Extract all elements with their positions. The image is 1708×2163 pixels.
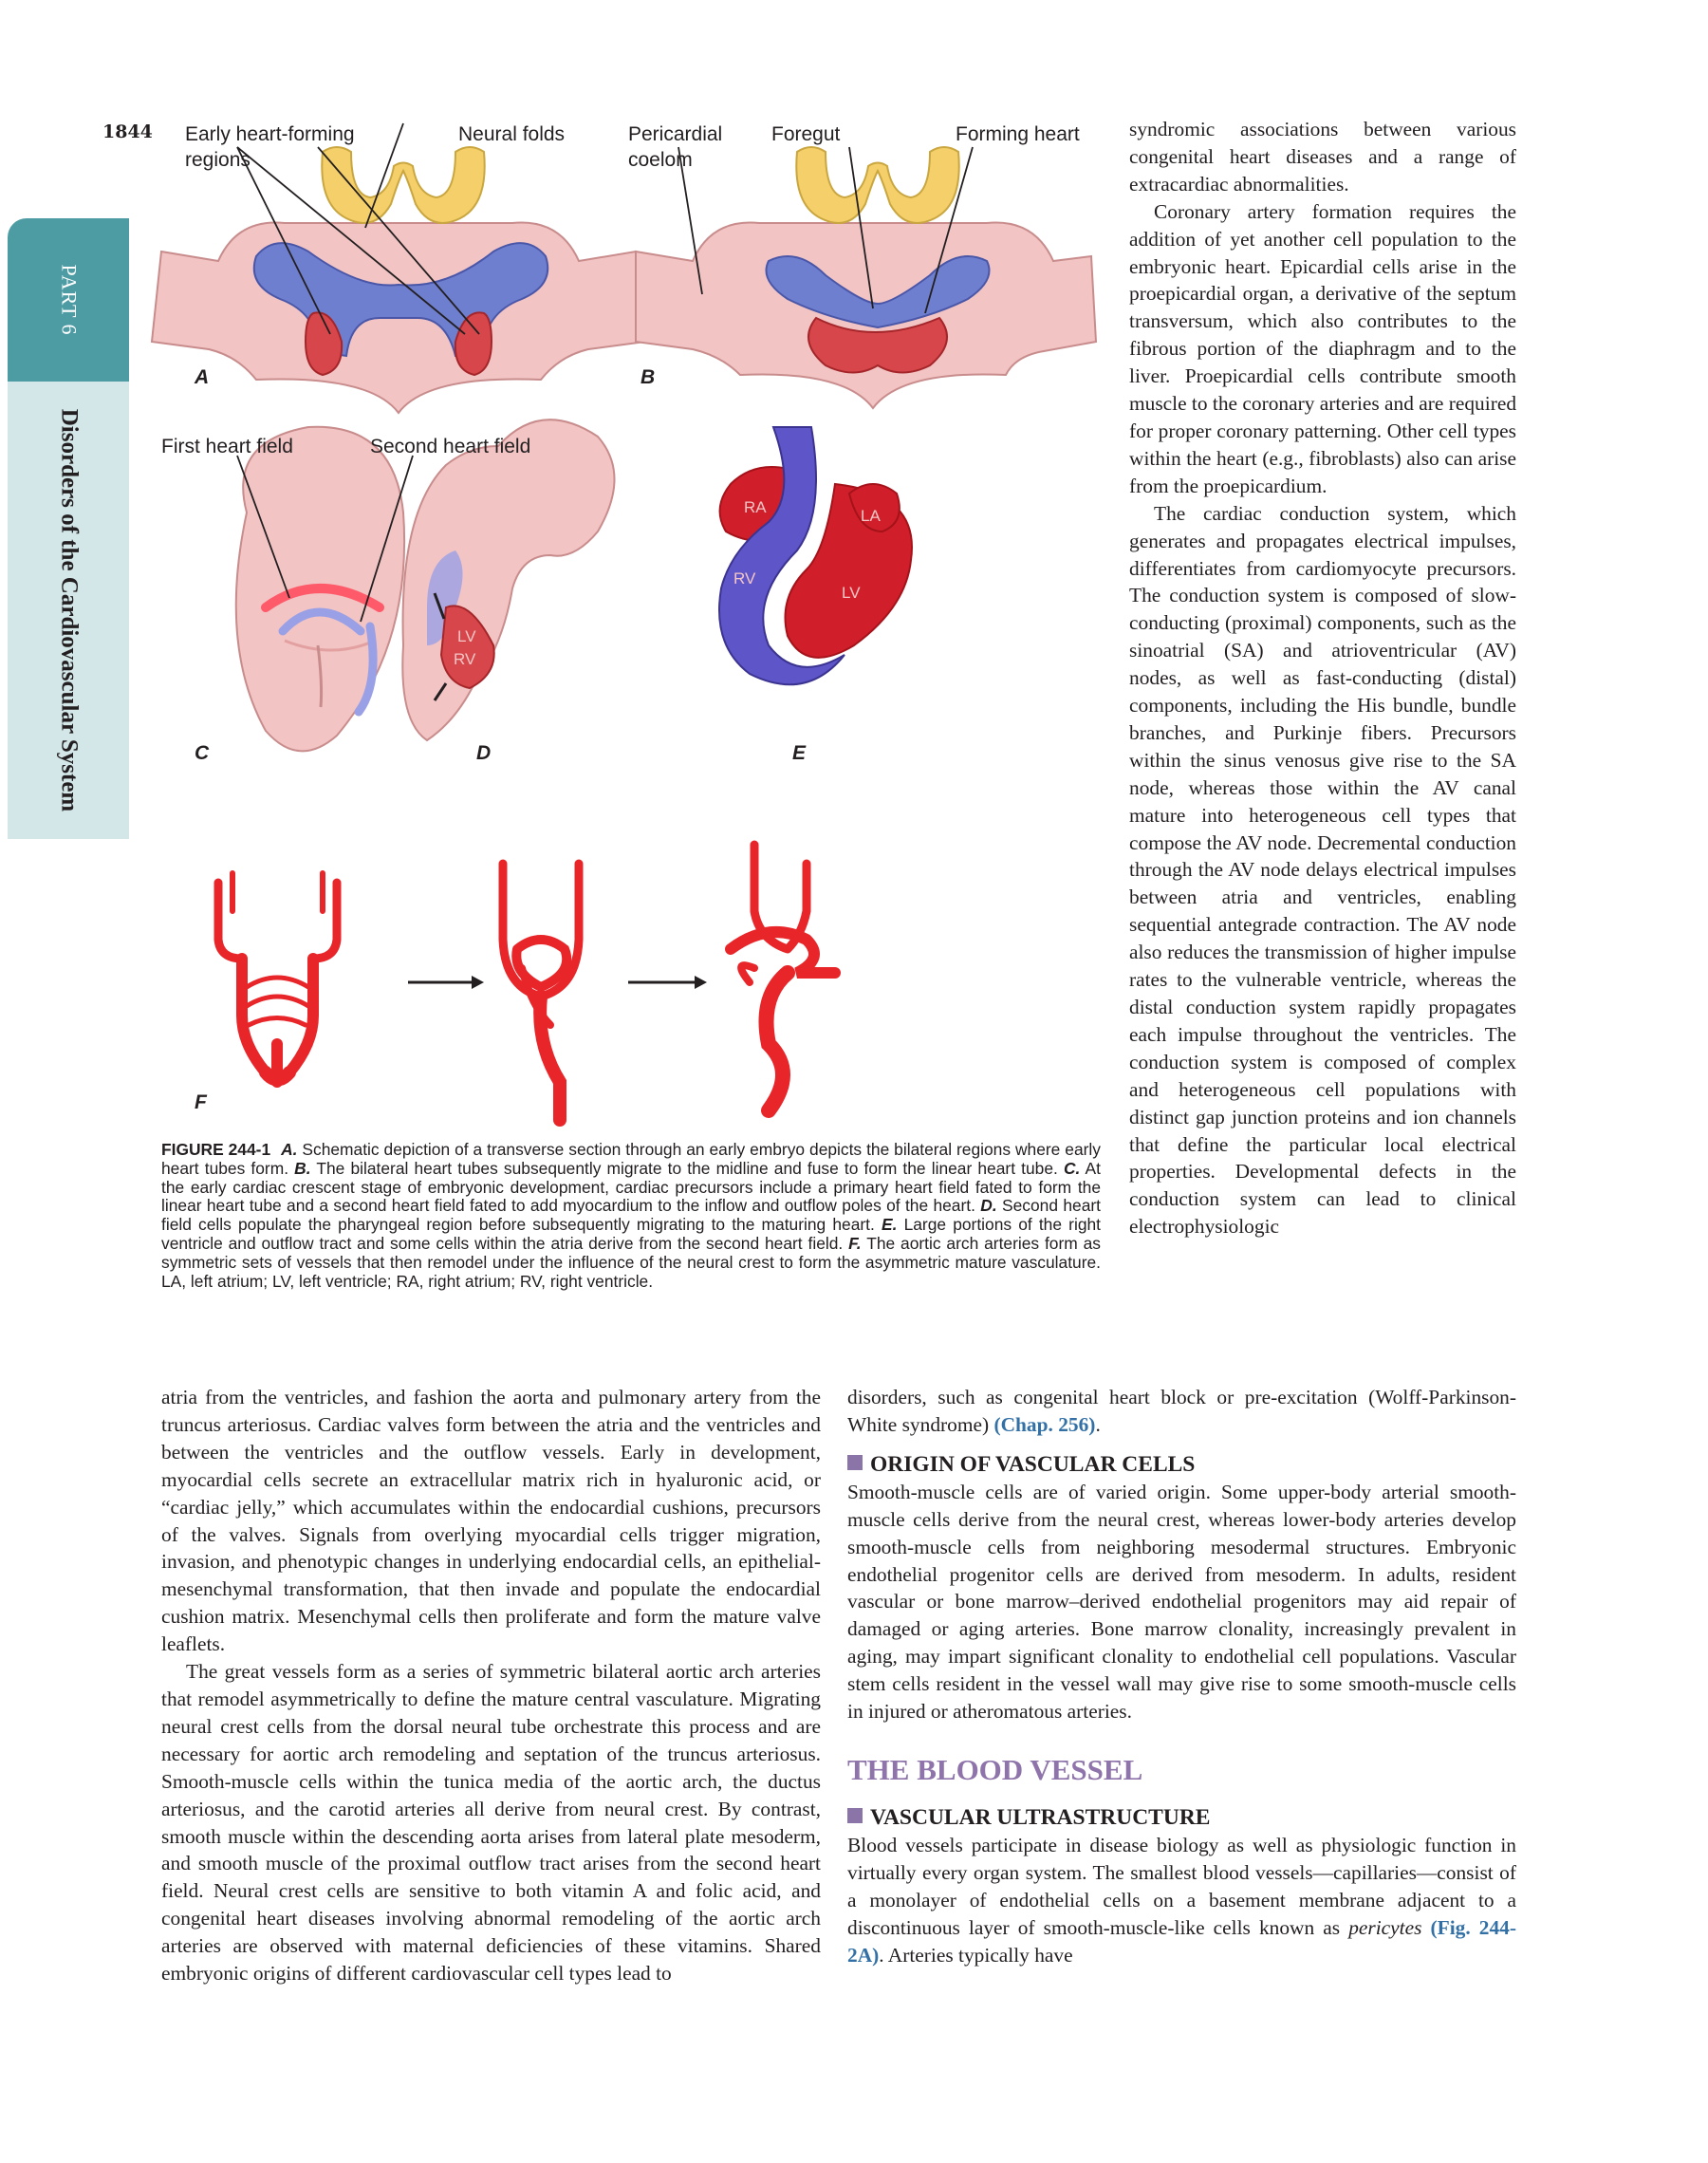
right-column xyxy=(1129,116,1516,1240)
panel-e-lv-label: LV xyxy=(842,584,861,602)
chap-256-link[interactable]: (Chap. 256) xyxy=(993,1412,1096,1436)
fig-244-2a-link[interactable]: (Fig. 244-2A) xyxy=(847,1915,1516,1967)
panel-b-illustration xyxy=(636,147,1096,408)
center-paragraph-3b: . Arteries typically have xyxy=(879,1943,1073,1967)
right-paragraph-3: The cardiac conduction system, which generates and propagates electrical impulses, differentiates from cardiomyocyte precursors. The conduction system is composed of slow-conducting (proximal) components, such as the sinoatrial (SA) and atrioventricular (AV) nodes, as well as fast-conducting (distal) components, including the His bundle, bundle branches, and Purkinje fibers. Precursors within the sinus venosus give rise to the SA node, whereas those within the AV canal mature into heterogeneous cell types that compose the AV node. Decremental conduction through the AV node delays electrical impulses between atria and ventricles, enabling sequential antegrade contraction. The AV node also reduces the transmission of higher impulse rates to the vulnerable ventricle, whereas the distal conduction system rapidly propagates each impulse throughout the ventricles. The conduction system is composed of complex and heterogeneous cell populations with distinct gap junction proteins and ion channels that define the particular local electrical properties. Developmental defects in the conduction system can lead to clinical electrophysiologic xyxy=(1129,501,1516,1239)
panel-f-illustration xyxy=(218,845,835,1120)
figure-244-1 xyxy=(142,114,1101,1129)
label-foregut: Foregut xyxy=(771,123,841,145)
right-paragraph-2: Coronary artery formation requires the addition of yet another cell population to the embryonic heart. Epicardial cells arise in the proepicardial organ, a derivative of the septum transversum, which also contributes to the fibrous portion of the diaphragm and to the liver. Proepicardial cells contribute smooth muscle to the coronary arteries and are required for proper coronary patterning. Other cell types within the heart (e.g., fibroblasts) also can arise from the proepicardium. xyxy=(1129,199,1517,497)
heading-origin-text: ORIGIN OF VASCULAR CELLS xyxy=(870,1451,1196,1477)
caption-b-label: B. xyxy=(294,1158,311,1178)
label-second-heart-field: Second heart field xyxy=(370,436,531,457)
right-paragraph-1: syndromic associations between various congenital heart diseases and a range of extracardiac abnormalities. xyxy=(1129,118,1516,196)
heading-origin-vascular-cells xyxy=(847,1450,1516,1479)
heading-vascular-ultrastructure xyxy=(847,1803,1516,1832)
caption-d: Second heart field cells populate the pharyngeal region before subsequently migrating to the maturing heart. xyxy=(161,1196,1101,1235)
center-paragraph-3a: Blood vessels participate in disease biology as well as physiologic function in virtually every organ system. The smallest blood vessels—capillaries—consist of a monolayer of endothelial cells on a basement membrane adjacent to a discontinuous layer of smooth-muscle-like cells known as xyxy=(847,1833,1516,1939)
center-paragraph-1 xyxy=(847,1384,1516,1439)
left-column xyxy=(161,1384,821,1987)
side-tab-part-label: PART 6 xyxy=(57,264,81,336)
figure-caption xyxy=(161,1141,1101,1291)
caption-c-label: C. xyxy=(1063,1158,1081,1178)
center-paragraph-1-text: disorders, such as congenital heart block or pre-excitation (Wolff-Parkinson-White syndrome) xyxy=(847,1386,1516,1436)
label-coelom: coelom xyxy=(628,149,693,171)
caption-c: At the early cardiac crescent stage of embryonic development, cardiac precursors include a primary heart field fated to form the linear heart tube and a second heart field fated to add myocardium to the inflow and outflow poles of the heart. xyxy=(161,1158,1101,1216)
left-paragraph-2: The great vessels form as a series of symmetric bilateral aortic arch arteries that remodel asymmetrically to define the mature central vasculature. Migrating neural crest cells from the dorsal neural tube orchestrate this process and are necessary for aortic arch remodeling and septation of the truncus arteriosus. Smooth-muscle cells within the tunica media of the aortic arch, the ductus arteriosus, and the carotid arteries all derive from neural crest. By contrast, smooth muscle within the descending aorta arises from lateral plate mesoderm, and smooth muscle of the proximal outflow tract arises from the second heart field. Neural crest cells are sensitive to both vitamin A and folic acid, and congenital heart diseases involving abnormal remodeling of the aortic arch arteries are observed with maternal deficiencies of these vitamins. Shared embryonic origins of different cardiovascular cell types lead to xyxy=(161,1660,821,1986)
panel-e-ra-label: RA xyxy=(744,498,767,516)
caption-d-label: D. xyxy=(980,1196,997,1216)
caption-a: Schematic depiction of a transverse section through an early embryo depicts the bilateral regions where early heart tubes form. xyxy=(161,1140,1101,1178)
panel-d-rv-label: RV xyxy=(454,650,476,668)
caption-a-label: A. xyxy=(281,1140,298,1159)
caption-e-label: E. xyxy=(881,1215,898,1235)
heading-square-icon xyxy=(847,1808,863,1823)
page-number: 1844 xyxy=(102,121,153,142)
label-neural-folds: Neural folds xyxy=(458,123,566,145)
panel-e-illustration xyxy=(719,427,912,684)
panel-letter-b: B xyxy=(640,366,656,388)
panel-letter-c: C xyxy=(195,742,210,764)
caption-b: The bilateral heart tubes subsequently migrate to the midline and fuse to form the linear heart tube. xyxy=(316,1158,1058,1178)
panel-d-illustration xyxy=(402,420,614,740)
heading-square-icon xyxy=(847,1455,863,1470)
panel-e-rv-label: RV xyxy=(733,569,756,587)
panel-letter-e: E xyxy=(792,742,807,764)
panel-e-la-label: LA xyxy=(861,507,881,525)
panel-letter-a: A xyxy=(195,366,210,388)
center-paragraph-2: Smooth-muscle cells are of varied origin. Some upper-body arterial smooth-muscle cells derive from the neural crest, whereas lower-body arteries develop smooth-muscle cells from neighboring mesodermal structures. Embryonic endothelial progenitor cells are derived from mesoderm. In adults, resident vascular or bone marrow–derived endothelial progenitors may aid repair of damaged or aging arteries. Bone marrow clonality, increasingly prevalent in aging, may impart significant clonality to endothelial cell populations. Vascular stem cells resident in the vessel wall may give rise to some smooth-muscle cells in injured or atheromatous arteries. xyxy=(847,1480,1516,1724)
left-paragraph-1: atria from the ventricles, and fashion the aorta and pulmonary artery from the truncus arteriosus. Cardiac valves form between the atria and the ventricles and between the ventricles and the outflow vessels. Early in development, myocardial cells secrete an extracellular matrix rich in hyaluronic acid, or “cardiac jelly,” which accumulates within the endocardial cushions, precursors of the valves. Signals from overlying myocardial cells trigger migration, invasion, and phenotypic changes in underlying endocardial cells, an epithelial-mesenchymal transformation, that then invade and populate the endocardial cushion matrix. Mesenchymal cells then proliferate and form the mature valve leaflets. xyxy=(161,1386,821,1656)
caption-f-label: F. xyxy=(848,1233,862,1253)
caption-f: The aortic arch arteries form as symmetric sets of vessels that then remodel under the influence of the neural crest to form the asymmetric mature vasculature. LA, left atrium; LV, left ventricle; RA, right atrium; RV, right ventricle. xyxy=(161,1233,1101,1291)
caption-e: Large portions of the right ventricle and outflow tract and some cells within the atria derive from the second heart field. xyxy=(161,1215,1102,1253)
label-first-heart-field: First heart field xyxy=(161,436,293,457)
side-tab-title-label: Disorders of the Cardiovascular System xyxy=(56,408,82,812)
label-early-heart-forming: Early heart-forming xyxy=(185,123,355,145)
center-column xyxy=(847,1384,1516,1969)
label-early-heart-regions: regions xyxy=(185,149,251,171)
panel-letter-f: F xyxy=(195,1091,207,1113)
heading-ultra-text: VASCULAR ULTRASTRUCTURE xyxy=(870,1804,1211,1830)
label-forming-heart: Forming heart xyxy=(956,123,1080,145)
center-paragraph-3 xyxy=(847,1832,1516,1969)
center-paragraph-1-end: . xyxy=(1095,1412,1101,1436)
label-pericardial: Pericardial xyxy=(628,123,723,145)
heading-blood-vessel: THE BLOOD VESSEL xyxy=(847,1752,1143,1786)
panel-letter-d: D xyxy=(476,742,492,764)
panel-c-illustration xyxy=(236,427,413,752)
panel-d-lv-label: LV xyxy=(457,627,476,645)
caption-figure-number: FIGURE 244-1 xyxy=(161,1140,271,1159)
pericytes-term: pericytes xyxy=(1348,1915,1422,1939)
